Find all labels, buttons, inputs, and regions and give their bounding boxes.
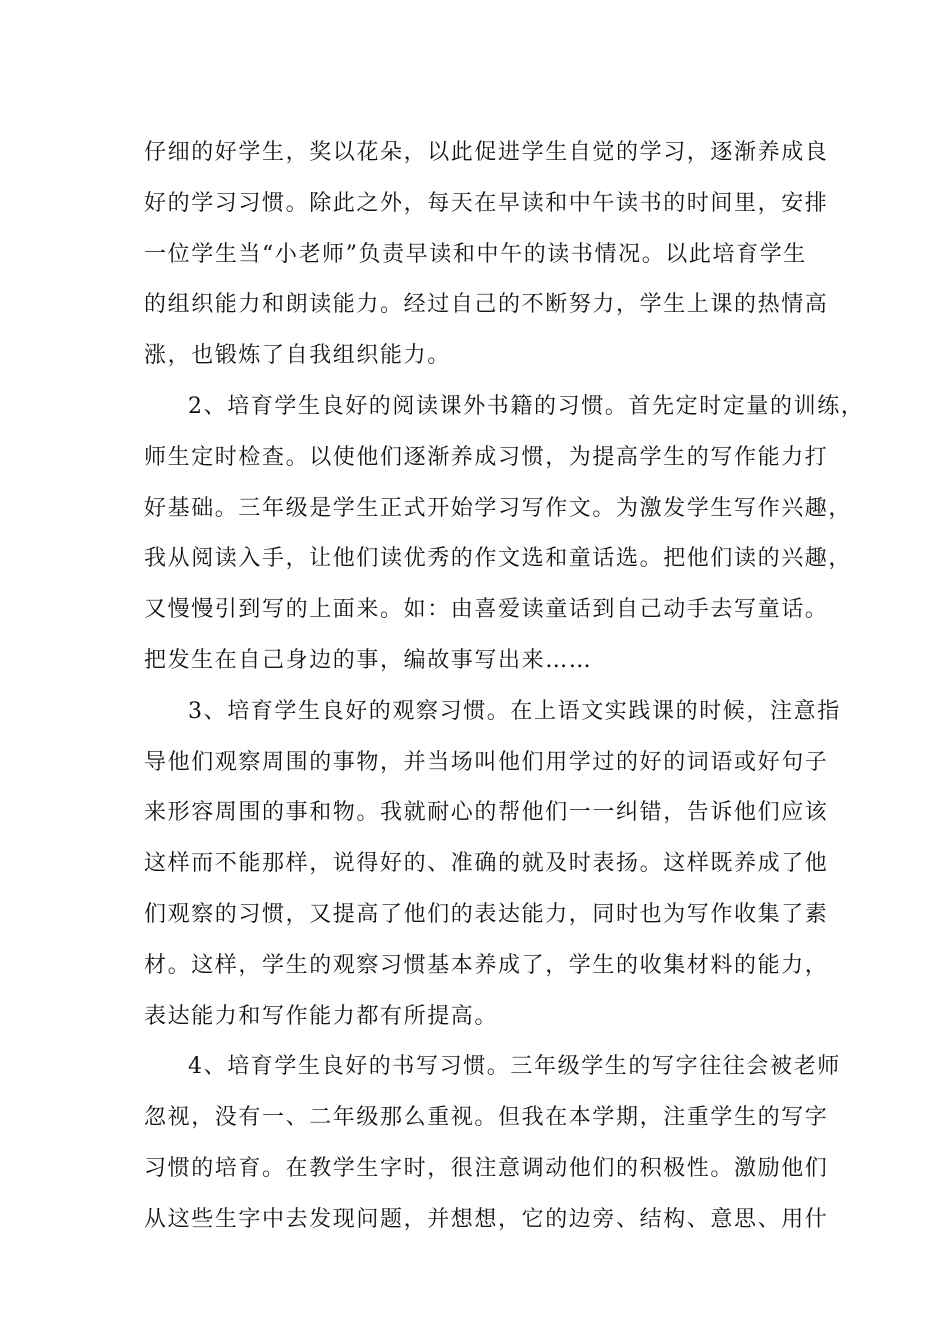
text-line: 仔细的好学生，奖以花朵，以此促进学生自觉的学习，逐渐养成良 bbox=[144, 140, 829, 165]
paragraph-start-line: 4、培育学生良好的书写习惯。三年级学生的写字往往会被老师 bbox=[188, 1054, 841, 1080]
text-line: 这样而不能那样，说得好的、准确的就及时表扬。这样既养成了他 bbox=[144, 851, 829, 877]
text-line: 忽视，没有一、二年级那么重视。但我在本学期，注重学生的写字 bbox=[144, 1105, 829, 1131]
text-line: 材。这样，学生的观察习惯基本养成了，学生的收集材料的能力， bbox=[144, 952, 829, 978]
text-line: 把发生在自己身边的事，编故事写出来…… bbox=[144, 647, 593, 673]
text-line: 一位学生当“小老师”负责早读和中午的读书情况。以此培育学生 bbox=[144, 241, 807, 267]
text-line: 好基础。三年级是学生正式开始学习写作文。为激发学生写作兴趣， bbox=[144, 495, 853, 521]
paragraph-start-line: 2、培育学生良好的阅读课外书籍的习惯。首先定时定量的训练， bbox=[188, 393, 865, 419]
text-line: 们观察的习惯，又提高了他们的表达能力，同时也为写作收集了素 bbox=[144, 901, 829, 927]
text-line: 好的学习习惯。除此之外，每天在早读和中午读书的时间里，安排 bbox=[144, 190, 829, 216]
text-line: 导他们观察周围的事物，并当场叫他们用学过的好的词语或好句子 bbox=[144, 749, 829, 775]
text-line: 师生定时检查。以使他们逐渐养成习惯，为提高学生的写作能力打 bbox=[144, 444, 829, 470]
text-line: 又慢慢引到写的上面来。如：由喜爱读童话到自己动手去写童话。 bbox=[144, 597, 829, 623]
body-text bbox=[144, 128, 865, 1246]
text-line: 表达能力和写作能力都有所提高。 bbox=[144, 1003, 499, 1029]
text-line: 我从阅读入手，让他们读优秀的作文选和童话选。把他们读的兴趣， bbox=[144, 546, 853, 572]
paragraph-start-line: 3、培育学生良好的观察习惯。在上语文实践课的时候，注意指 bbox=[188, 698, 841, 724]
text-line: 习惯的培育。在教学生字时，很注意调动他们的积极性。激励他们 bbox=[144, 1155, 829, 1181]
text-line: 涨，也锻炼了自我组织能力。 bbox=[144, 343, 451, 369]
text-line: 来形容周围的事和物。我就耐心的帮他们一一纠错，告诉他们应该 bbox=[144, 800, 829, 826]
text-line: 从这些生字中去发现问题，并想想，它的边旁、结构、意思、用什 bbox=[144, 1206, 829, 1232]
text-line: 的组织能力和朗读能力。经过自己的不断努力，学生上课的热情高 bbox=[144, 292, 829, 318]
